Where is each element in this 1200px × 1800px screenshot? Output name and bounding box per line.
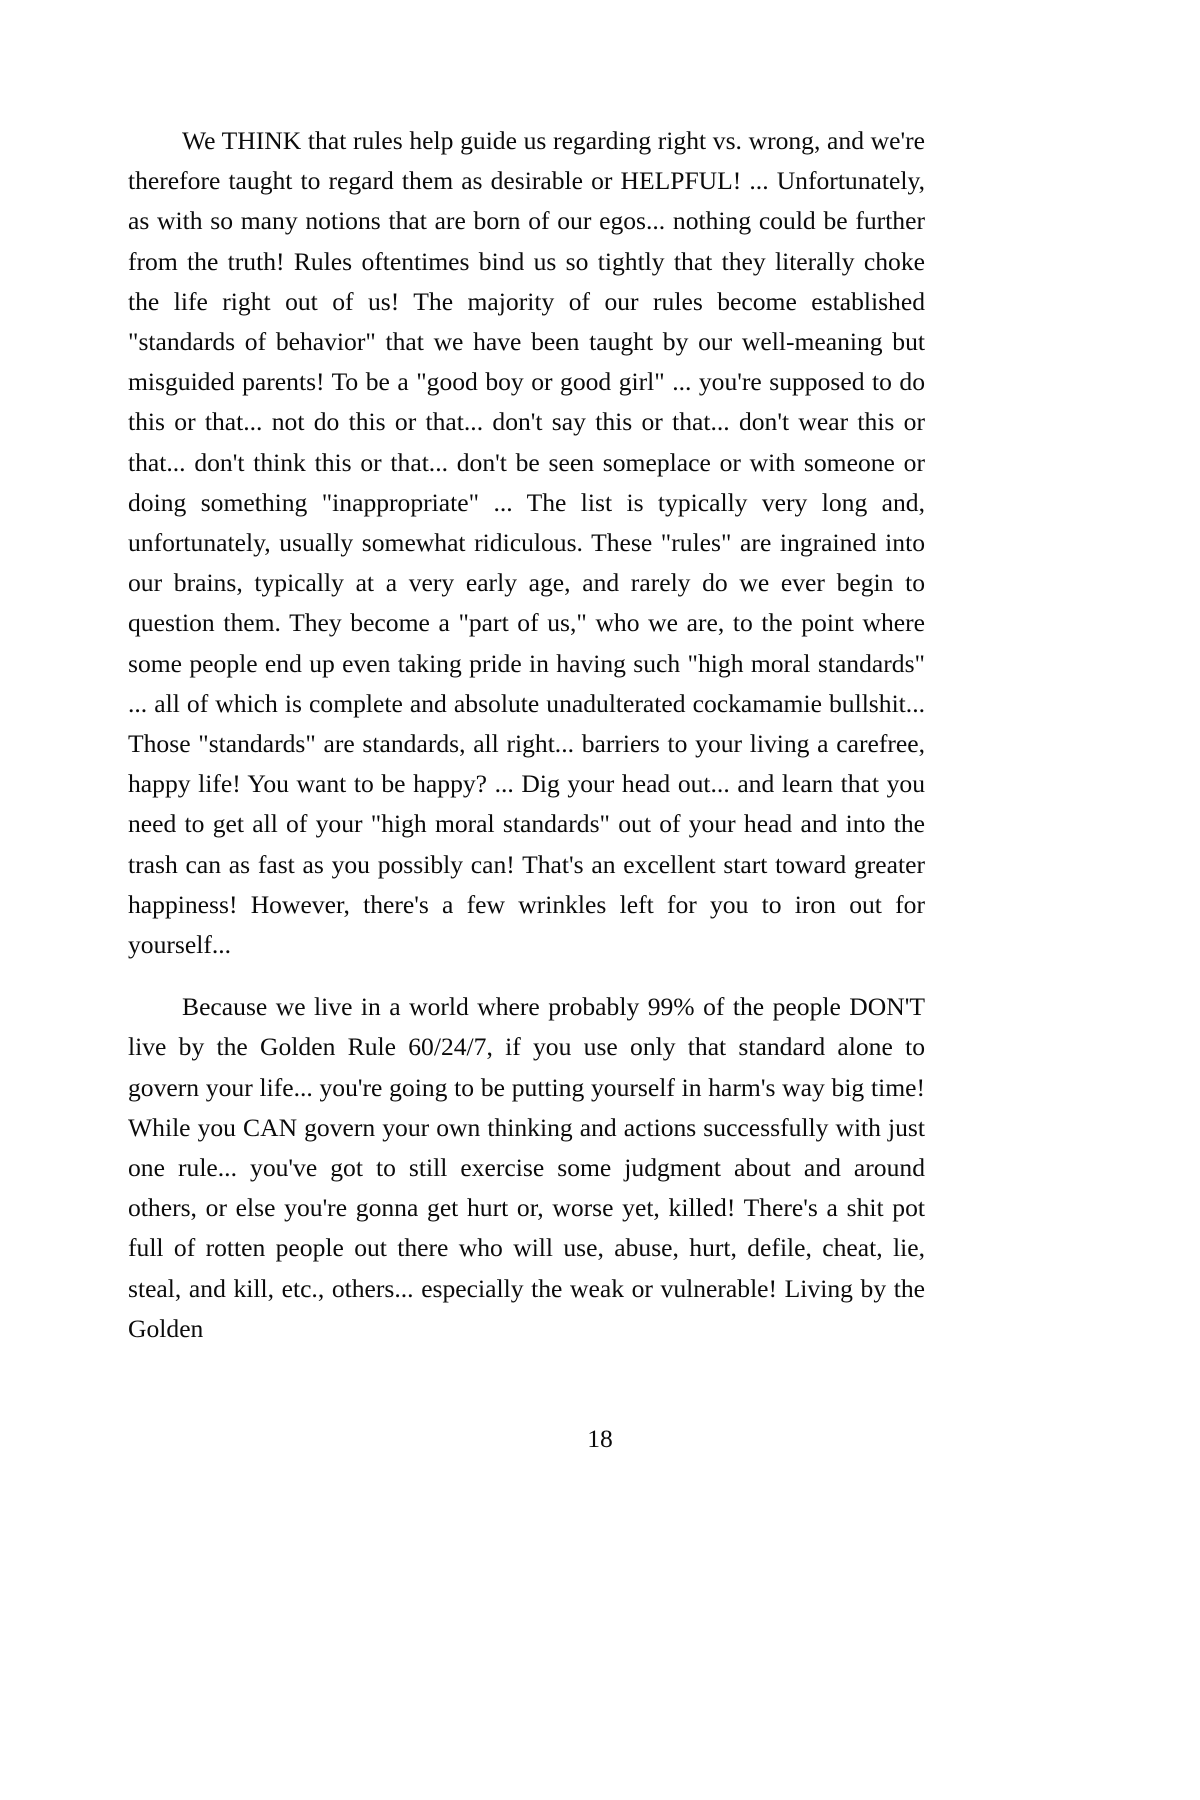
page-number: 18 (587, 1424, 613, 1453)
paragraph-golden-rule: Because we live in a world where probably 99% of the people DON'T live by the Golden Rule 60/24/7, if you use only that standard alone to govern your life... you're going to be putting yourself in harm's way big time! While you CAN govern your own thinking and actions successfully with just one rule... you've got to still exercise some judgment about and around others, or else you're gonna get hurt or, worse yet, killed! There's a shit pot full of rotten people out there who will use, abuse, hurt, defile, cheat, lie, steal, and kill, etc., others... especially the weak or vulnerable! Living by the Golden (128, 992, 925, 1343)
paragraph-rules: We THINK that rules help guide us regarding right vs. wrong, and we're therefore taught to regard them as desirable or HELPFUL! ... Unfortunately, as with so many notions that are born of our egos... nothing could be further from the truth! Rules oftentimes bind us so tightly that they literally choke the life right out of us! The majority of our rules become established "standards of behavior" that we have been taught by our well-meaning but misguided parents! To be a "good boy or good girl" ... you're supposed to do this or that... not do this or that... don't say this or that... don't wear this or that... don't think this or that... don't be seen someplace or with someone or doing something "inappropriate" ... The list is typically very long and, unfortunately, usually somewhat ridiculous. These "rules" are ingrained into our brains, typically at a very early age, and rarely do we ever begin to question them. They become a "part of us," who we are, to the point where some people end up even taking pride in having such "high moral standards" ... all of which is complete and absolute unadulterated cockamamie bullshit... Those "standards" are standards, all right... barriers to your living a carefree, happy life! You want to be happy? ... Dig your head out... and learn that you need to get all of your "high moral standards" out of your head and into the trash can as fast as you possibly can! That's an excellent start toward greater happiness! However, there's a few wrinkles left for you to iron out for yourself... (128, 126, 925, 960)
body-text-column (128, 121, 925, 1349)
